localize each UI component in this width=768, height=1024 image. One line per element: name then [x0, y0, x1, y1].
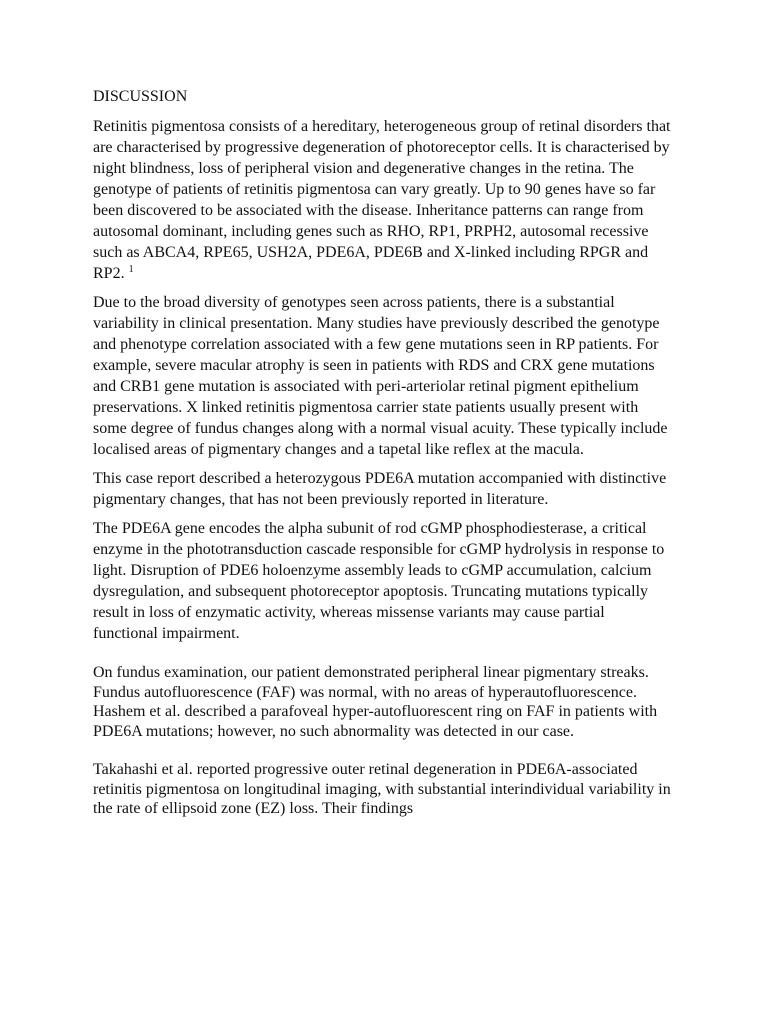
paragraph-pde6a-gene: The PDE6A gene encodes the alpha subunit of rod cGMP phosphodiesterase, a critical enzyme in the phototransduction cascade responsible for cGMP hydrolysis in response to light. Disruption of PDE6 holoenzyme assembly leads to cGMP accumulation, calcium dysregulation, and subsequent photoreceptor apoptosis. Truncating mutations typically result in loss of enzymatic activity, whereas missense variants may cause partial functional impairment.: [93, 520, 665, 642]
document-page: [93, 86, 673, 827]
paragraph-takahashi: Takahashi et al. reported progressive outer retinal degeneration in PDE6A-associated retinitis pigmentosa on longitudinal imaging, with substantial interindividual variability in the rate of ellipsoid zone (EZ) loss. Their findings: [93, 761, 671, 817]
paragraph-case-report: This case report described a heterozygous PDE6A mutation accompanied with distinctive pigmentary changes, that has not been previously reported in literature.: [93, 470, 667, 508]
paragraph-overview: [93, 116, 673, 284]
paragraph-genotype-variability: Due to the broad diversity of genotypes seen across patients, there is a substantial variability in clinical presentation. Many studies have previously described the genotype and phenotype correlation associated with a few gene mutations seen in RP patients. For example, severe macular atrophy is seen in patients with RDS and CRX gene mutations and CRB1 gene mutation is associated with peri-arteriolar retinal pigment epithelium preservations. X linked retinitis pigmentosa carrier state patients usually present with some degree of fundus changes along with a normal visual acuity. These typically include localised areas of pigmentary changes and a tapetal like reflex at the macula.: [93, 294, 668, 458]
paragraph-fundus-examination: On fundus examination, our patient demonstrated peripheral linear pigmentary streaks. Fundus autofluorescence (FAF) was normal, with no areas of hyperautofluorescence. Hashem et al. described a parafoveal hyper-autofluorescent ring on FAF in patients with PDE6A mutations; however, no such abnormality was detected in our case.: [93, 664, 658, 740]
paragraph-overview-text: Retinitis pigmentosa consists of a hereditary, heterogeneous group of retinal disorders that are characterised by progressive degeneration of photoreceptor cells. It is characterised by night blindness, loss of peripheral vision and degenerative changes in the retina. The genotype of patients of retinitis pigmentosa can vary greatly. Up to 90 genes have so far been discovered to be associated with the disease. Inheritance patterns can range from autosomal dominant, including genes such as RHO, RP1, PRPH2, autosomal recessive such as ABCA4, RPE65, USH2A, PDE6A, PDE6B and X-linked including RPGR and RP2.: [93, 118, 671, 282]
citation-superscript: 1: [128, 264, 134, 275]
section-heading: DISCUSSION: [93, 88, 188, 105]
